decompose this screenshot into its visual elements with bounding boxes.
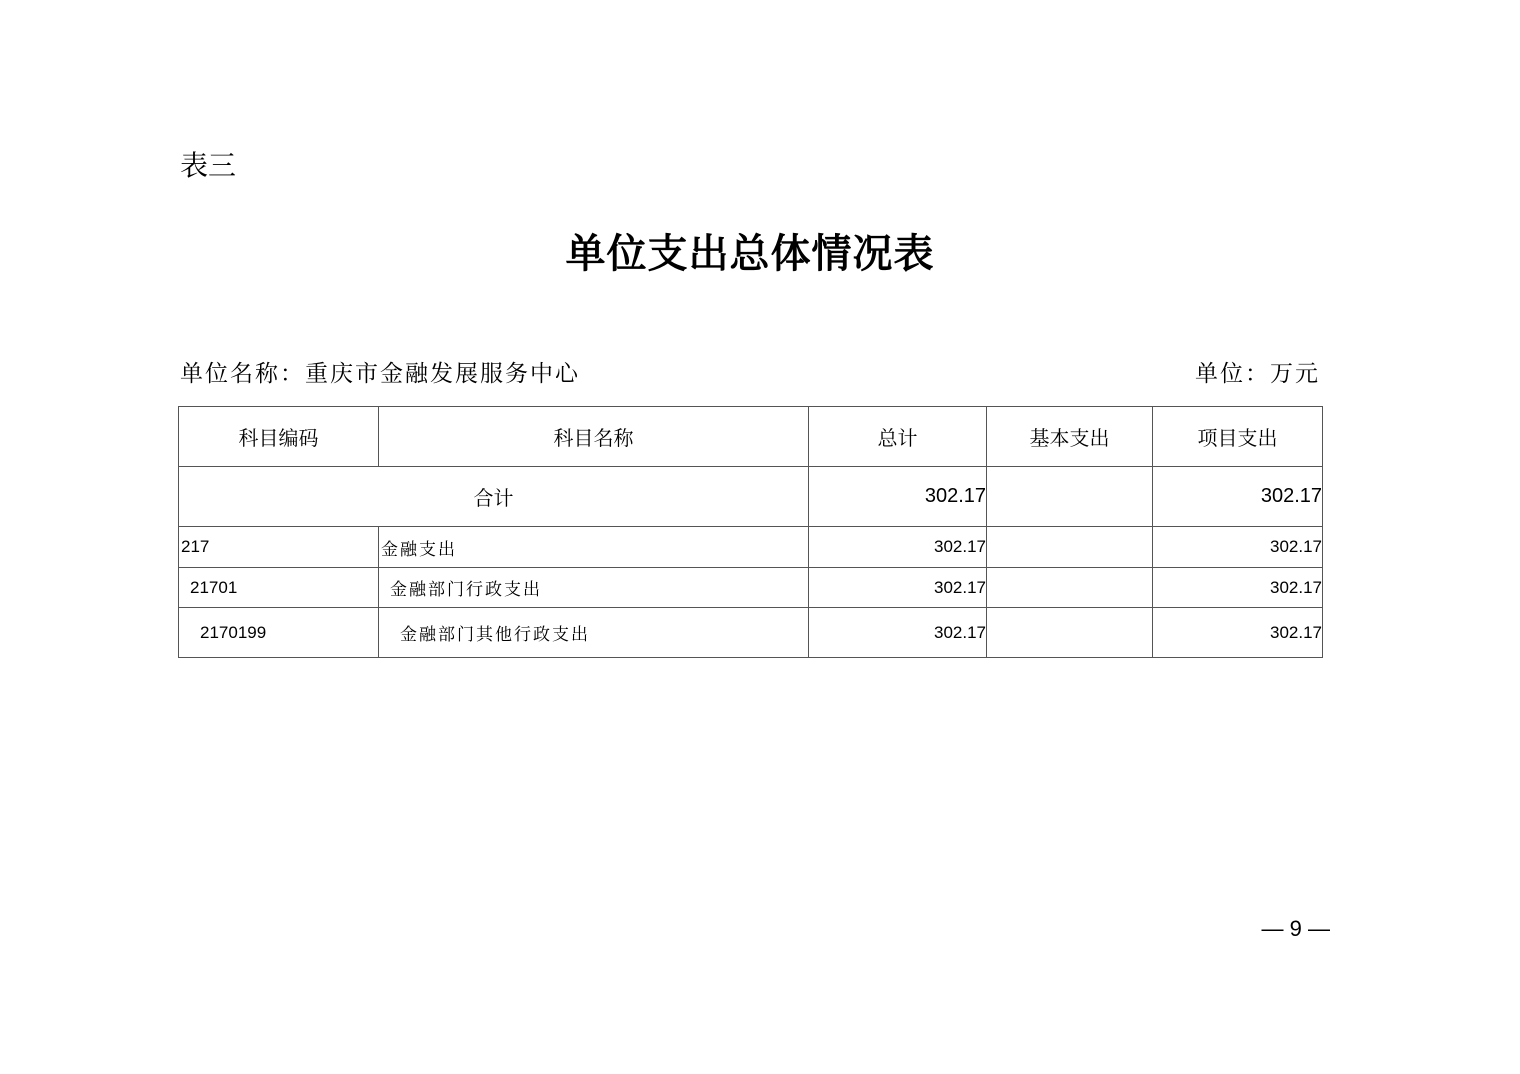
row-name: 金融支出 xyxy=(379,527,809,568)
row-total: 302.17 xyxy=(809,608,987,658)
row-total: 302.17 xyxy=(809,568,987,608)
table-row xyxy=(179,608,1323,658)
row-total: 302.17 xyxy=(809,527,987,568)
table-row xyxy=(179,527,1323,568)
unit-currency: 单位：万元 xyxy=(1195,361,1320,387)
row-code: 21701 xyxy=(179,568,379,608)
total-project: 302.17 xyxy=(1153,467,1323,527)
row-code: 2170199 xyxy=(179,608,379,658)
header-code: 科目编码 xyxy=(179,407,379,467)
table-row xyxy=(179,568,1323,608)
header-name: 科目名称 xyxy=(379,407,809,467)
page-number: — 9 — xyxy=(1261,916,1330,941)
page-title: 单位支出总体情况表 xyxy=(565,230,935,277)
total-total: 302.17 xyxy=(809,467,987,527)
table-label: 表三 xyxy=(180,149,237,182)
total-label: 合计 xyxy=(179,467,809,527)
unit-name: 单位名称：重庆市金融发展服务中心 xyxy=(180,361,580,387)
row-basic xyxy=(987,608,1153,658)
total-basic xyxy=(987,467,1153,527)
header-basic: 基本支出 xyxy=(987,407,1153,467)
row-code: 217 xyxy=(179,527,379,568)
row-basic xyxy=(987,527,1153,568)
row-project: 302.17 xyxy=(1153,608,1323,658)
header-total: 总计 xyxy=(809,407,987,467)
row-basic xyxy=(987,568,1153,608)
row-name: 金融部门其他行政支出 xyxy=(379,608,809,658)
total-row xyxy=(179,467,1323,527)
expenditure-table xyxy=(178,406,1323,658)
row-name: 金融部门行政支出 xyxy=(379,568,809,608)
row-project: 302.17 xyxy=(1153,527,1323,568)
row-project: 302.17 xyxy=(1153,568,1323,608)
table-header-row xyxy=(179,407,1323,467)
header-project: 项目支出 xyxy=(1153,407,1323,467)
